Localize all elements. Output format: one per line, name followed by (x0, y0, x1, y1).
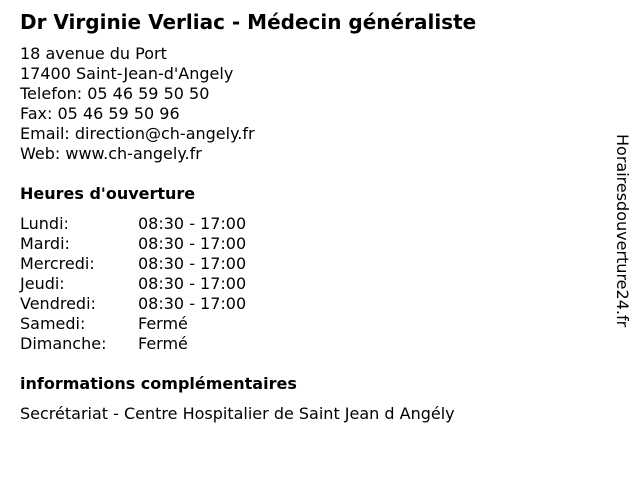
hours-day-label: Mercredi: (20, 254, 95, 273)
hours-day-label: Mardi: (20, 234, 70, 253)
additional-info-heading: informations complémentaires (20, 374, 297, 393)
hours-row-saturday (20, 314, 320, 334)
address-city: 17400 Saint-Jean-d'Angely (20, 64, 234, 83)
email-address[interactable]: Email: direction@ch-angely.fr (20, 124, 255, 143)
hours-time-value: 08:30 - 17:00 (138, 234, 247, 253)
hours-time-value: 08:30 - 17:00 (138, 274, 247, 293)
page-title: Dr Virginie Verliac - Médecin généraliste (20, 10, 477, 34)
additional-info-text: Secrétariat - Centre Hospitalier de Saint Jean d Angély (20, 404, 455, 423)
hours-day-label: Lundi: (20, 214, 69, 233)
hours-day-label: Vendredi: (20, 294, 96, 313)
hours-row-thursday (20, 274, 320, 294)
hours-row-wednesday (20, 254, 320, 274)
hours-row-sunday (20, 334, 320, 354)
hours-time-value: Fermé (138, 314, 188, 333)
hours-day-label: Dimanche: (20, 334, 107, 353)
contact-block (20, 44, 255, 164)
hours-row-friday (20, 294, 320, 314)
fax-number: Fax: 05 46 59 50 96 (20, 104, 180, 123)
website-link[interactable]: Web: www.ch-angely.fr (20, 144, 202, 163)
address-street: 18 avenue du Port (20, 44, 167, 63)
hours-day-label: Jeudi: (20, 274, 65, 293)
hours-heading: Heures d'ouverture (20, 184, 196, 203)
hours-time-value: 08:30 - 17:00 (138, 294, 247, 313)
hours-row-tuesday (20, 234, 320, 254)
hours-time-value: Fermé (138, 334, 188, 353)
hours-time-value: 08:30 - 17:00 (138, 254, 247, 273)
phone-number[interactable]: Telefon: 05 46 59 50 50 (20, 84, 210, 103)
opening-hours-table (20, 214, 320, 354)
hours-time-value: 08:30 - 17:00 (138, 214, 247, 233)
site-brand-vertical[interactable]: Horairesdouverture24.fr (613, 134, 632, 328)
hours-row-monday (20, 214, 320, 234)
hours-day-label: Samedi: (20, 314, 86, 333)
